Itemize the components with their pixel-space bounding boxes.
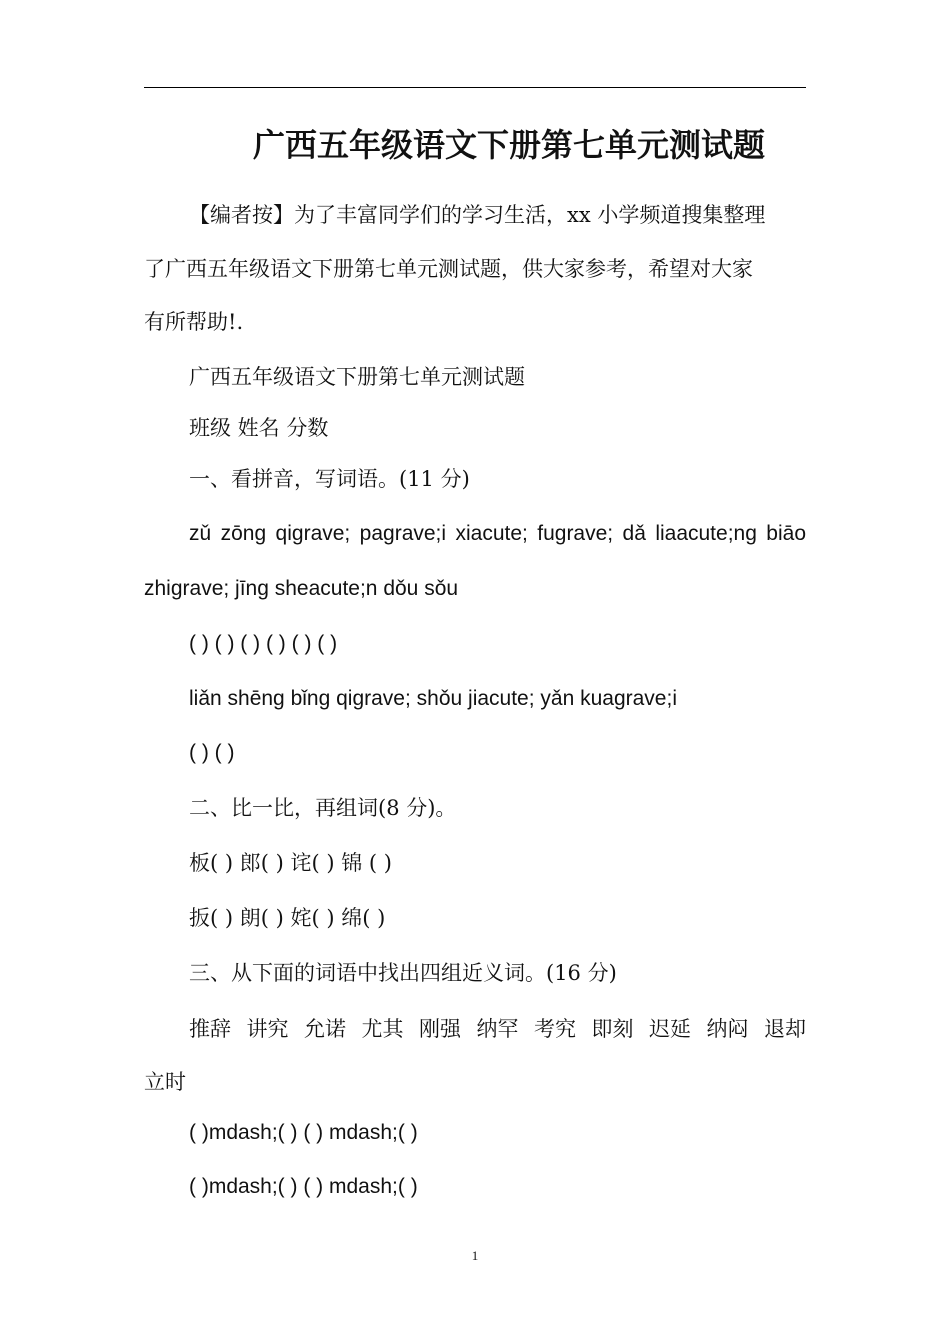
intro-line-3: 有所帮助!. [144,310,244,334]
answer-blanks-1: ( ) ( ) ( ) ( ) ( ) ( ) [189,632,338,655]
word-bank-item: 退却 [764,1017,806,1041]
compare-row-2: 扳( ) 朗( ) 姹( ) 绵( ) [189,906,386,930]
section3-heading: 三、从下面的词语中找出四组近义词。(16 分) [189,961,617,985]
pinyin-word: zǔ [189,522,212,545]
page-title: 广西五年级语文下册第七单元测试题 [252,126,765,164]
page-number: 1 [471,1248,479,1263]
pinyin-word: biāo [766,522,806,545]
header-rule [144,87,806,88]
word-bank-item: 刚强 [419,1017,461,1041]
word-bank-item: 允诺 [304,1017,346,1041]
intro-line-2: 了广西五年级语文下册第七单元测试题，供大家参考，希望对大家 [144,257,753,281]
pinyin-word: pagrave;i [359,522,447,545]
word-bank-item: 考究 [534,1017,576,1041]
word-bank-item: 纳闷 [706,1017,749,1041]
word-bank-line [189,1014,806,1044]
section1-heading: 一、看拼音，写词语。(11 分) [189,467,470,491]
pinyin-word: dǎ [622,522,646,545]
pinyin-line-1 [189,519,806,549]
pinyin-word: xiacute; [455,522,528,545]
word-bank-item: 推辞 [189,1017,231,1041]
synonym-pair-row-2: ( )mdash;( ) ( ) mdash;( ) [189,1175,418,1198]
word-bank-item: 尤其 [361,1017,404,1041]
word-bank-item: 纳罕 [476,1017,519,1041]
section2-heading: 二、比一比，再组词(8 分)。 [189,796,457,820]
pinyin-word: fugrave; [537,522,614,545]
word-bank-tail: 立时 [144,1070,186,1094]
word-bank-item: 讲究 [246,1017,289,1041]
pinyin-word: liaacute;ng [655,522,757,545]
pinyin-word: zōng [220,522,267,545]
subtitle: 广西五年级语文下册第七单元测试题 [189,365,525,389]
answer-blanks-2: ( ) ( ) [189,741,235,764]
pinyin-line-2: zhigrave; jīng sheacute;n dǒu sǒu [144,577,459,600]
pinyin-line-3: liǎn shēng bǐng qigrave; shǒu jiacute; yǎn kuagrave;i [189,687,677,710]
word-bank-item: 迟延 [649,1017,691,1041]
header-fields: 班级 姓名 分数 [189,416,329,440]
synonym-pair-row-1: ( )mdash;( ) ( ) mdash;( ) [189,1121,418,1144]
intro-line-1: 【编者按】为了丰富同学们的学习生活，xx 小学频道搜集整理 [189,203,766,227]
pinyin-word: qigrave; [275,522,351,545]
word-bank-item: 即刻 [591,1017,634,1041]
compare-row-1: 板( ) 郎( ) 诧( ) 锦 ( ) [189,851,392,875]
